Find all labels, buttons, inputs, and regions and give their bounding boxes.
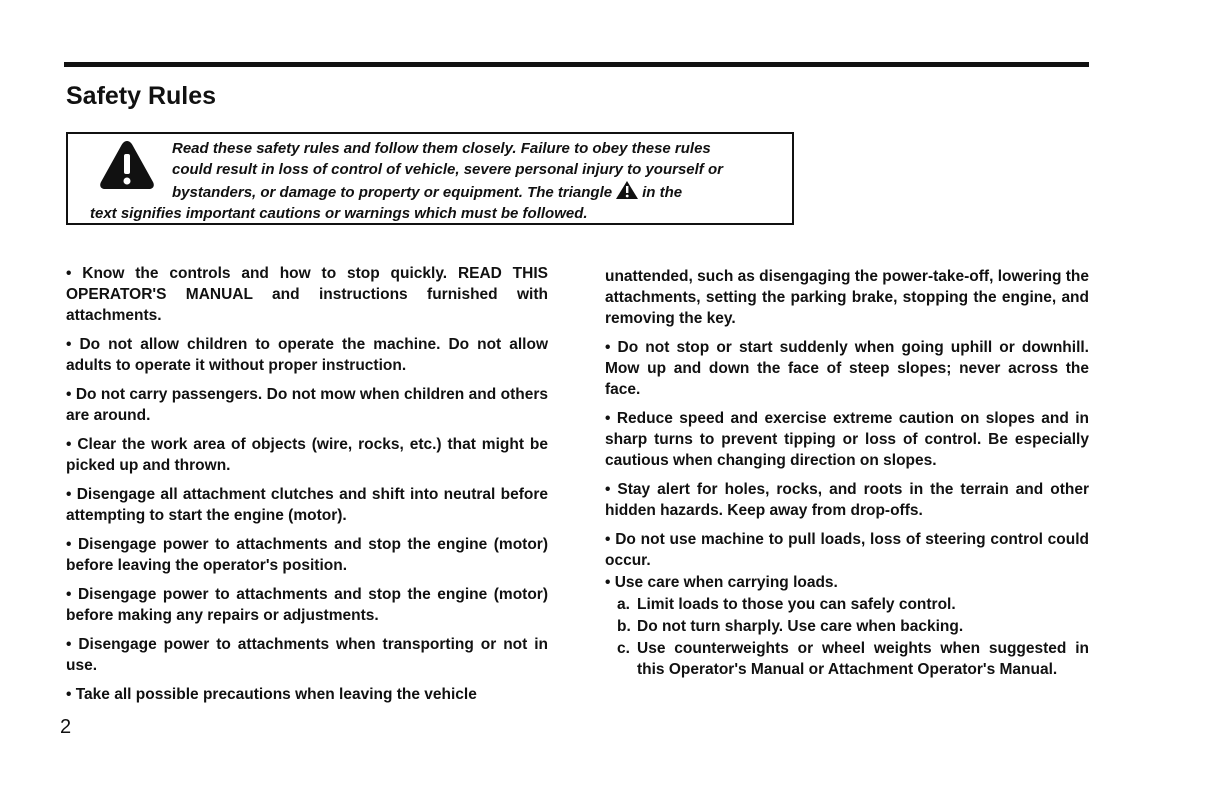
- rule-paragraph: • Know the controls and how to stop quickly. READ THIS OPERATOR'S MANUAL and instructions furnished with attachments.: [66, 265, 548, 324]
- inline-warning-triangle-icon: [615, 180, 639, 200]
- warning-box: [66, 132, 794, 225]
- loads-item-text: Do not turn sharply. Use care when backing.: [637, 618, 964, 635]
- right-column: [605, 266, 1089, 681]
- warning-line-3-end: in the: [642, 184, 683, 201]
- loads-item-text: Use counterweights or wheel weights when suggested in this Operator's Manual or Attachment Operator's Manual.: [637, 640, 1089, 678]
- loads-item-letter: a.: [617, 596, 630, 613]
- loads-item: [617, 638, 1089, 680]
- rule-paragraph: • Do not use machine to pull loads, loss of steering control could occur.: [605, 531, 1089, 569]
- left-column: [66, 263, 548, 713]
- loads-item-text: Limit loads to those you can safely control.: [637, 596, 956, 613]
- rule-paragraph: • Disengage all attachment clutches and shift into neutral before attempting to start the engine (motor).: [66, 486, 548, 524]
- rule-paragraph: • Do not stop or start suddenly when going uphill or downhill. Mow up and down the face of steep slopes; never across the face.: [605, 339, 1089, 398]
- rule-paragraph: • Disengage power to attachments and stop the engine (motor) before making any repairs or adjustments.: [66, 586, 548, 624]
- rule-paragraph: • Disengage power to attachments when transporting or not in use.: [66, 636, 548, 674]
- loads-item-letter: c.: [617, 640, 630, 657]
- rule-paragraph: • Take all possible precautions when leaving the vehicle: [66, 686, 477, 703]
- rule-paragraph: • Reduce speed and exercise extreme caution on slopes and in sharp turns to prevent tipping or loss of control. Be especially cautious when changing direction on slopes.: [605, 410, 1089, 469]
- loads-item: [617, 616, 1089, 637]
- top-rule: [64, 62, 1089, 67]
- rule-paragraph: • Stay alert for holes, rocks, and roots in the terrain and other hidden hazards. Keep away from drop-offs.: [605, 481, 1089, 519]
- warning-text: [90, 138, 786, 224]
- warning-line-3: [90, 180, 786, 203]
- warning-line-1: Read these safety rules and follow them closely. Failure to obey these rules: [172, 140, 711, 157]
- rule-paragraph: • Do not allow children to operate the machine. Do not allow adults to operate it without proper instruction.: [66, 336, 548, 374]
- rule-paragraph: • Clear the work area of objects (wire, rocks, etc.) that might be picked up and thrown.: [66, 436, 548, 474]
- loads-heading: • Use care when carrying loads.: [605, 574, 838, 591]
- warning-line-2: could result in loss of control of vehicle, severe personal injury to yourself or: [172, 161, 723, 178]
- warning-line-4: text signifies important cautions or warnings which must be followed.: [90, 205, 588, 222]
- loads-item: [617, 594, 1089, 615]
- rule-paragraph: • Do not carry passengers. Do not mow when children and others are around.: [66, 386, 548, 424]
- page-number: 2: [60, 716, 72, 738]
- loads-item-letter: b.: [617, 618, 631, 635]
- page-title: Safety Rules: [66, 82, 217, 110]
- rule-paragraph: • Disengage power to attachments and stop the engine (motor) before leaving the operator's position.: [66, 536, 548, 574]
- rule-paragraph: unattended, such as disengaging the power-take-off, lowering the attachments, setting the parking brake, stopping the engine, and removing the key.: [605, 268, 1089, 327]
- warning-line-3-start: bystanders, or damage to property or equipment. The triangle: [172, 184, 613, 201]
